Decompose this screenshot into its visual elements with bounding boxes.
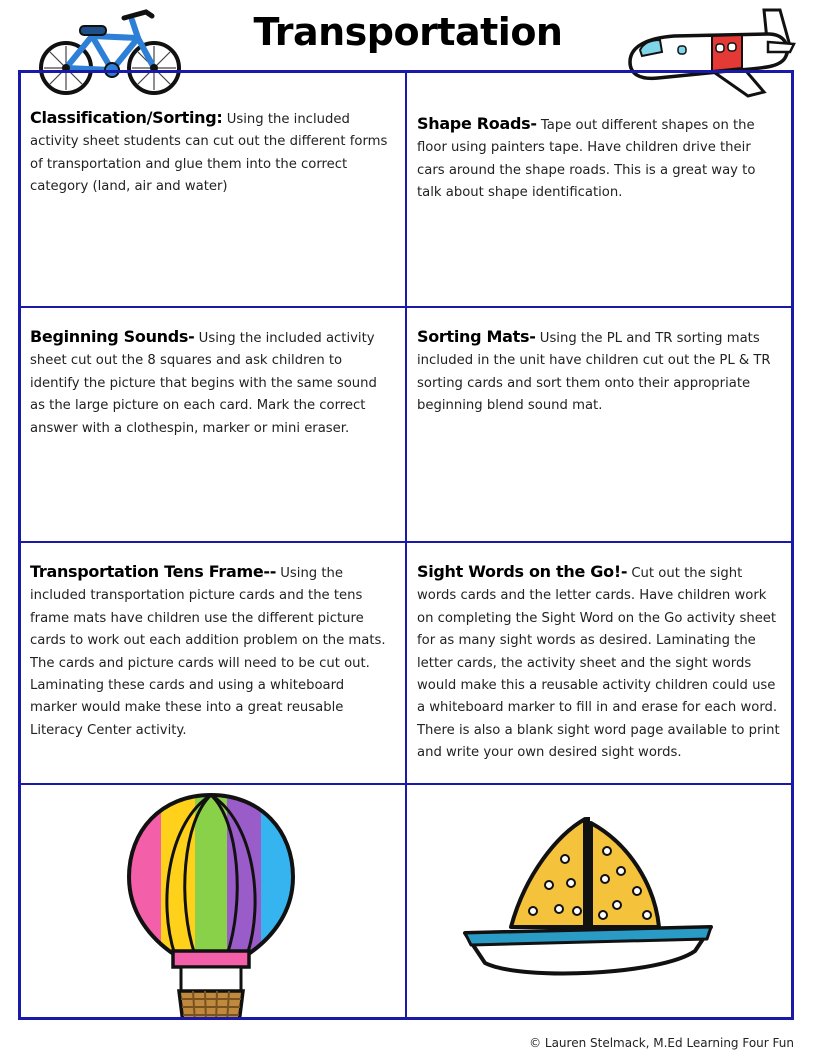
page-title: Transportation: [253, 10, 563, 54]
sailboat-icon: [461, 815, 715, 991]
activity-heading: Transportation Tens Frame--: [30, 562, 277, 581]
activity-body: Using the included activity sheet students can cut out the different forms of transportation and glue them into the correct category (land, air and water): [30, 112, 388, 195]
copyright-footer: © Lauren Stelmack, M.Ed Learning Four Fun: [529, 1036, 794, 1050]
activity-heading: Classification/Sorting:: [30, 108, 223, 127]
activity-body: Using the included transportation picture cards and the tens frame mats have children use the different picture cards to work out each addition problem on the mats. The cards and picture cards will need to be cut out. Laminating these cards and using a whiteboard marker would make these into a great reusable Literacy Center activity.: [30, 566, 386, 738]
activity-body: Tape out different shapes on the floor using painters tape. Have children drive their cars around the shape roads. This is a great way to talk about shape identification.: [417, 118, 756, 201]
activity-grid: [18, 70, 794, 1020]
sailboat-picture-cell: [407, 785, 791, 1017]
activity-heading: Sorting Mats-: [417, 327, 536, 346]
activity-card-shape-roads: [407, 73, 791, 308]
activity-card-classification: [21, 73, 407, 308]
balloon-picture-cell: [21, 785, 407, 1017]
activity-heading: Sight Words on the Go!-: [417, 562, 628, 581]
activity-heading: Beginning Sounds-: [30, 327, 195, 346]
activity-body: Cut out the sight words cards and the letter cards. Have children work on completing the Sight Word on the Go activity sheet for as many sight words as desired. Laminating the letter cards, the activity sheet and the sight words would make this a reusable activity children could use a whiteboard marker to fill in and erase for each word. There is also a blank sight word page available to print and write your own desired sight words.: [417, 566, 780, 761]
activity-card-tens-frame: [21, 543, 407, 785]
activity-body: Using the included activity sheet cut out the 8 squares and ask children to identify the picture that begins with the same sound as the large picture on each card. Mark the correct answer with a clothespin, marker or mini eraser.: [30, 331, 377, 436]
activity-card-sorting-mats: [407, 308, 791, 543]
activity-card-beginning-sounds: [21, 308, 407, 543]
activity-heading: Shape Roads-: [417, 114, 537, 133]
hot-air-balloon-icon: [121, 791, 301, 1017]
activity-card-sight-words: [407, 543, 791, 785]
activity-body: Using the PL and TR sorting mats included in the unit have children cut out the PL & TR sorting cards and sort them onto their appropriate beginning blend sound mat.: [417, 331, 771, 414]
